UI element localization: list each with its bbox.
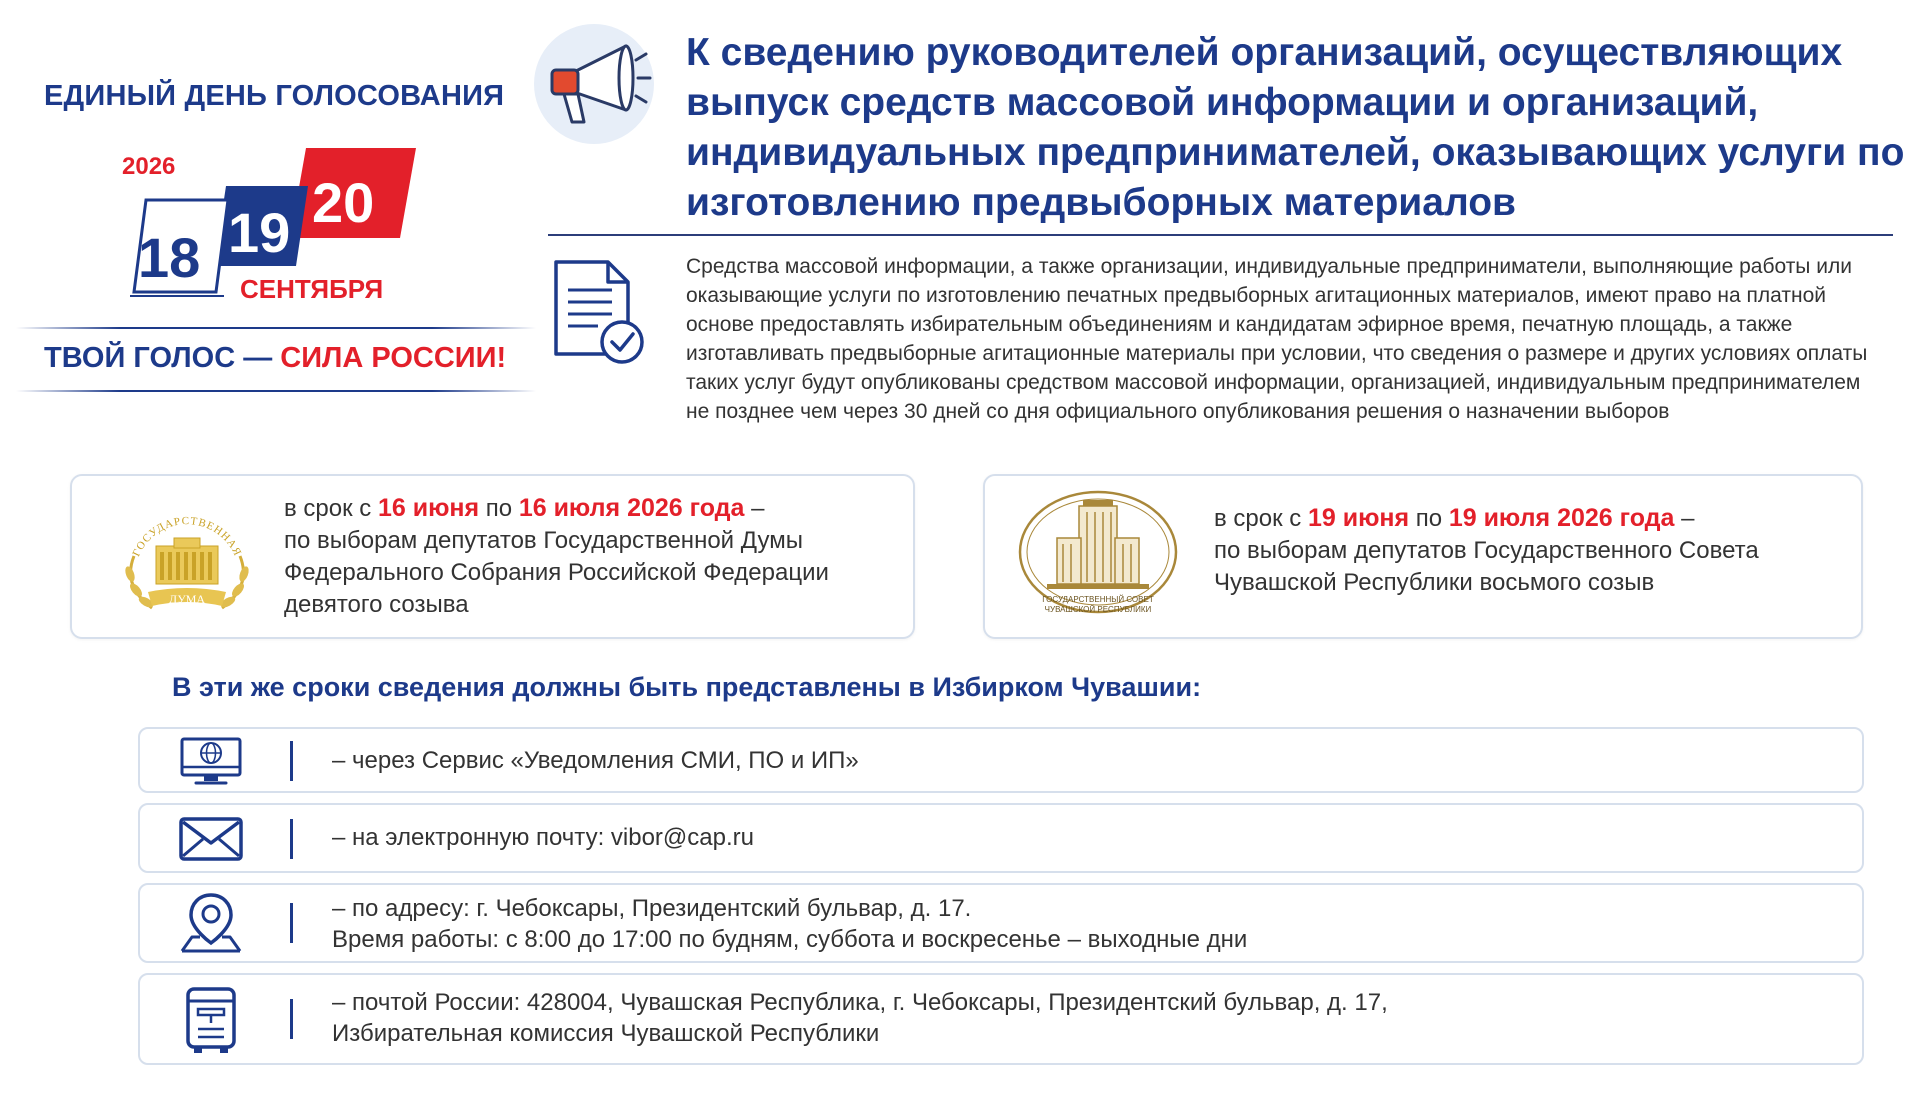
logo-year: 2026 xyxy=(122,153,176,180)
logo-day-20: 20 xyxy=(312,171,375,234)
duma-date-from: 16 июня xyxy=(377,494,480,522)
event-title: ЕДИНЫЙ ДЕНЬ ГОЛОСОВАНИЯ xyxy=(44,80,505,112)
logo-month: СЕНТЯБРЯ xyxy=(240,274,384,304)
logo-day-18: 18 xyxy=(138,226,201,289)
document-check-icon xyxy=(550,258,650,368)
state-duma-emblem xyxy=(112,496,262,621)
working-hours: Время работы: с 8:00 до 17:00 по будням, суббота и воскресенье – выходные дни xyxy=(332,926,1248,953)
svg-text:ЧУВАШСКОЙ РЕСПУБЛИКИ: ЧУВАШСКОЙ РЕСПУБЛИКИ xyxy=(1044,605,1152,614)
channel-service xyxy=(138,727,1864,793)
channel-post-text: – почтой России: 428004, Чувашская Республика, г. Чебоксары, Президентский бульвар, д. 17, Избирательная комиссия Чувашской Республики xyxy=(332,989,1388,1047)
title-divider xyxy=(548,234,1893,236)
row-separator xyxy=(290,999,293,1039)
logo-day-19: 19 xyxy=(228,201,291,264)
svg-text:ДУМА: ДУМА xyxy=(168,592,206,606)
slogan-rule-bottom xyxy=(16,390,536,392)
row-separator xyxy=(290,903,293,943)
envelope-icon xyxy=(178,815,244,863)
svg-text:ГОСУДАРСТВЕННЫЙ СОВЕТ: ГОСУДАРСТВЕННЫЙ СОВЕТ xyxy=(1042,595,1154,604)
megaphone-icon xyxy=(534,24,654,144)
duma-election-description: по выборам депутатов Государственной Думы Федерального Собрания Российской Федерации девятого созыва xyxy=(284,527,829,618)
council-date-from: 19 июня xyxy=(1307,504,1410,532)
channel-address-text: – по адресу: г. Чебоксары, Президентский бульвар, д. 17. Время работы: с 8:00 до 17:00 по будням, суббота и воскресенье – выходные дни xyxy=(332,895,1248,953)
duma-deadline-text: в срок с 16 июня по 16 июля 2026 года – по выборам депутатов Государственной Думы Федерального Собрания Российской Федерации девятого созыва xyxy=(284,494,829,618)
monitor-globe-icon xyxy=(178,737,244,787)
row-separator xyxy=(290,741,293,781)
location-pin-icon xyxy=(178,891,244,955)
state-council-deadline-text: в срок с 19 июня по 19 июля 2026 года – по выборам депутатов Государственного Совета Чувашской Республики восьмого созыв xyxy=(1214,504,1759,596)
state-council-chuvashia-emblem xyxy=(1013,486,1183,631)
intro-paragraph: Средства массовой информации, а также организации, индивидуальные предприниматели, выполняющие работы или оказывающие услуги по изготовлению печатных предвыборных агитационных материалов, имеют право на платной основе предоставлять избирательным объединениям и кандидатам эфирное время, печатную площадь, а также изготавливать предвыборные агитационные материалы при условии, что сведения о размере и других условиях оплаты таких услуг будут опубликованы средством массовой информации, организацией, индивидуальным предпринимателем не позднее чем через 30 дней со дня официального опубликования решения о назначении выборов xyxy=(686,255,1868,423)
channel-post xyxy=(138,973,1864,1065)
channel-address xyxy=(138,883,1864,963)
election-brand-block xyxy=(0,0,540,400)
row-separator xyxy=(290,819,293,859)
channel-service-text: – через Сервис «Уведомления СМИ, ПО и ИП» xyxy=(332,747,859,774)
submission-subheading: В эти же сроки сведения должны быть представлены в Избирком Чувашии: xyxy=(172,672,1202,702)
slogan-part-2: СИЛА РОССИИ! xyxy=(280,342,507,374)
slogan-part-1: ТВОЙ ГОЛОС — xyxy=(44,342,281,374)
channel-email-text: – на электронную почту: vibor@cap.ru xyxy=(332,824,754,851)
council-election-description: по выборам депутатов Государственного Совета Чувашской Республики восьмого созыв xyxy=(1214,537,1759,596)
council-date-to: 19 июля 2026 года xyxy=(1448,504,1675,532)
state-council-deadline-card xyxy=(983,474,1863,639)
post-recipient: Избирательная комиссия Чувашской Республики xyxy=(332,1020,880,1047)
slogan-rule-top xyxy=(16,327,536,329)
slogan xyxy=(44,342,506,375)
page-title: К сведению руководителей организаций, осуществляющих выпуск средств массовой информации и организаций, индивидуальных предпринимателей, оказывающих услуги по изготовлению предвыборных материалов xyxy=(686,31,1905,224)
duma-date-to: 16 июля 2026 года xyxy=(518,494,745,522)
election-dates-logo xyxy=(122,140,418,310)
mailbox-icon xyxy=(178,985,244,1055)
duma-deadline-card xyxy=(70,474,915,639)
svg-text:ГОСУДАРСТВЕННАЯ: ГОСУДАРСТВЕННАЯ xyxy=(130,515,244,559)
channel-email xyxy=(138,803,1864,873)
